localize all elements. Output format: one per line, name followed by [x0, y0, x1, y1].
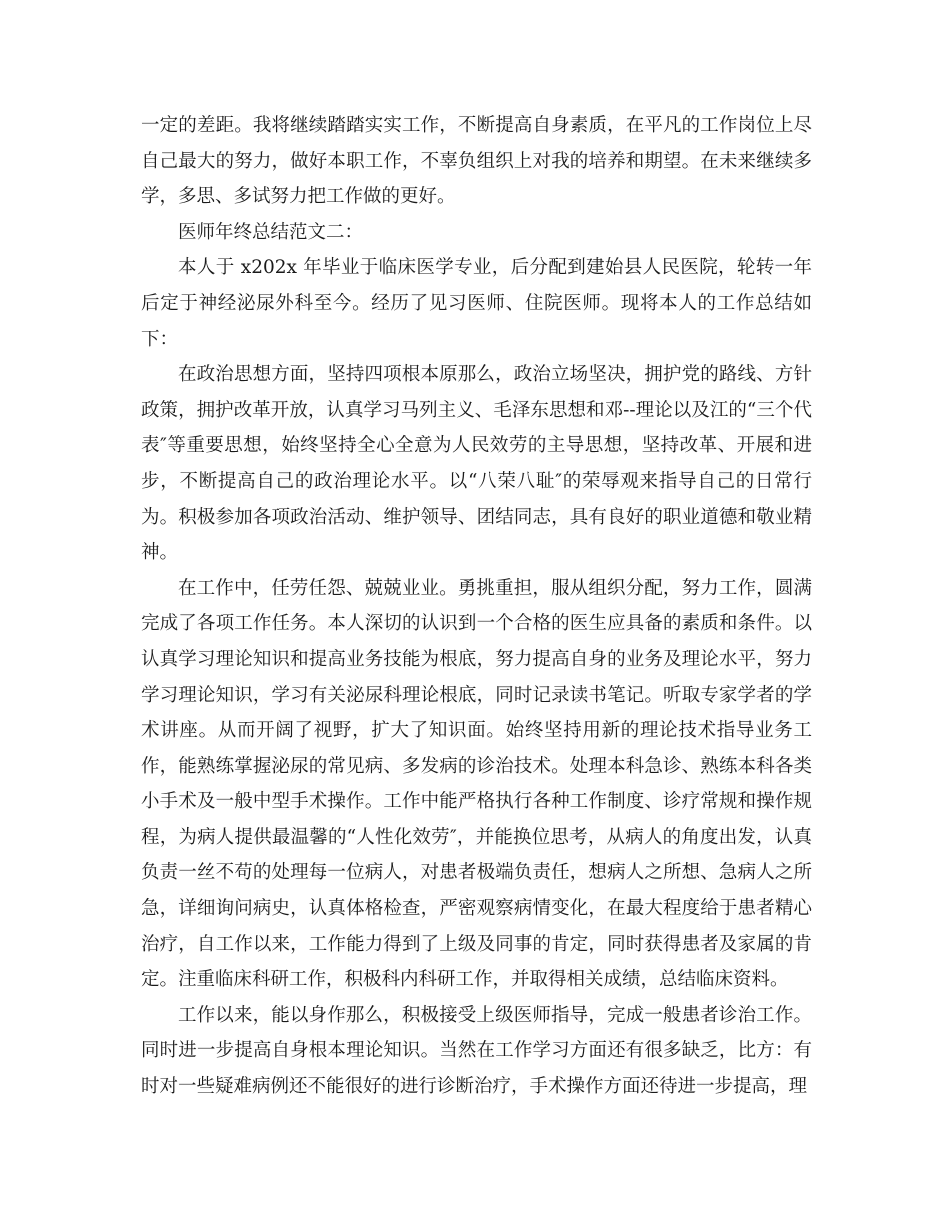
paragraph-intro: 本人于 x202x 年毕业于临床医学专业，后分配到建始县人民医院，轮转一年后定于神经泌尿外科至今。经历了见习医师、住院医师。现将本人的工作总结如下：: [141, 257, 812, 350]
document-page: [141, 108, 812, 1105]
section-heading: 医师年终总结范文二：: [178, 221, 364, 243]
paragraph-continuation: 一定的差距。我将继续踏踏实实工作，不断提高自身素质，在平凡的工作岗位上尽自己最大的努力，做好本职工作，不辜负组织上对我的培养和期望。在未来继续多学，多思、多试努力把工作做的更好。: [141, 115, 812, 208]
paragraph-shortcomings: 工作以来，能以身作那么，积极接受上级医师指导，完成一般患者诊治工作。同时进一步提高自身根本理论知识。当然在工作学习方面还有很多缺乏，比方：有时对一些疑难病例还不能很好的进行诊断治疗，手术操作方面还待进一步提高，理: [141, 1004, 812, 1098]
paragraph-work: 在工作中，任劳任怨、兢兢业业。勇挑重担，服从组织分配，努力工作，圆满完成了各项工作任务。本人深切的认识到一个合格的医生应具备的素质和条件。以认真学习理论知识和提高业务技能为根底，努力提高自身的业务及理论水平，努力学习理论知识，学习有关泌尿科理论根底，同时记录读书笔记。听取专家学者的学术讲座。从而开阔了视野，扩大了知识面。始终坚持用新的理论技术指导业务工作，能熟练掌握泌尿的常见病、多发病的诊治技术。处理本科急诊、熟练本科各类小手术及一般中型手术操作。工作中能严格执行各种工作制度、诊疗常规和操作规程，为病人提供最温馨的“人性化效劳″，并能换位思考，从病人的角度出发，认真负责一丝不苟的处理每一位病人，对患者极端负责任，想病人之所想、急病人之所急，详细询问病史，认真体格检查，严密观察病情变化，在最大程度给于患者精心治疗，自工作以来，工作能力得到了上级及同事的肯定，同时获得患者及家属的肯定。注重临床科研工作，积极科内科研工作，并取得相关成绩，总结临床资料。: [141, 577, 812, 991]
paragraph-political: 在政治思想方面，坚持四项根本原那么，政治立场坚决，拥护党的路线、方针政策，拥护改革开放，认真学习马列主义、毛泽东思想和邓--理论以及江的“三个代表″等重要思想，始终坚持全心全意为人民效劳的主导思想，坚持改革、开展和进步，不断提高自己的政治理论水平。以“八荣八耻″的荣辱观来指导自己的日常行为。积极参加各项政治活动、维护领导、团结同志，具有良好的职业道德和敬业精神。: [141, 364, 812, 564]
